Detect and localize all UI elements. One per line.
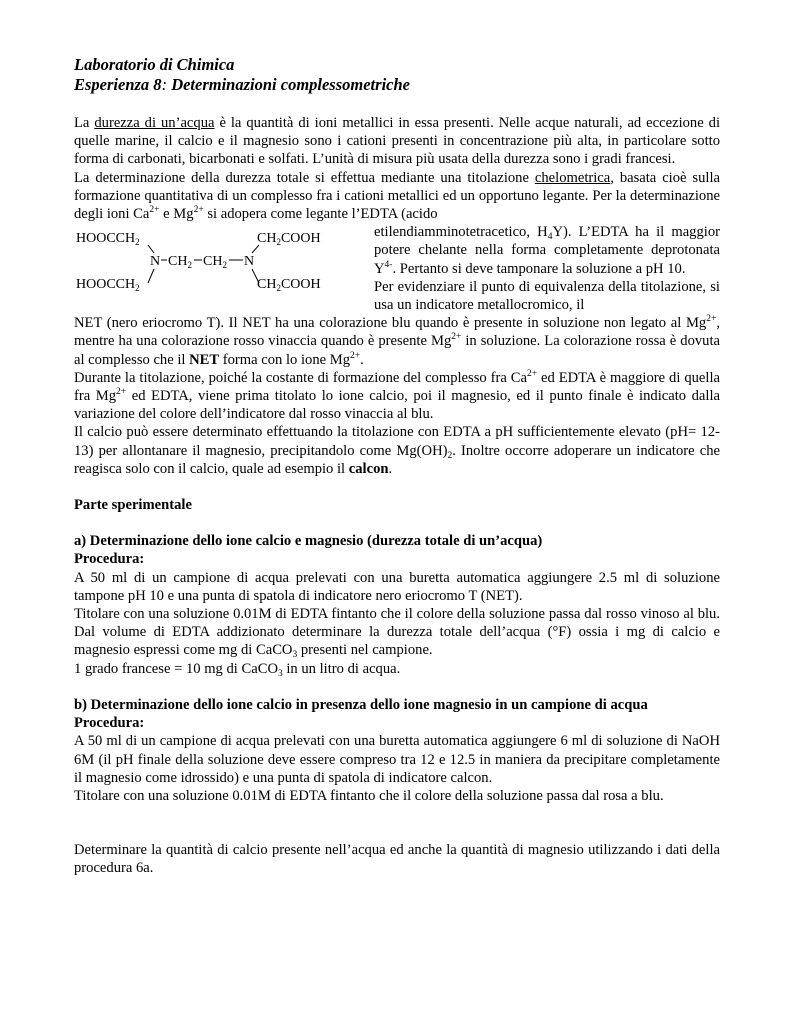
section-a-definition: 1 grado francese = 10 mg di CaCO$_3$ in un litro di acqua. — [74, 660, 401, 679]
title-experiment-number: Esperienza 8 — [74, 75, 162, 94]
section-b-heading: b) Determinazione dello ione calcio in presenza dello ione magnesio in un campione di acqua — [74, 696, 648, 713]
section-b-procedure-label: Procedura: — [74, 715, 145, 732]
bond-right-bottom — [252, 269, 259, 283]
formula-hoocch2-top: $HOOCCH_2$ — [76, 231, 140, 248]
intro-paragraph-3: NET (nero eriocromo T). Il NET ha una colorazione blu quando è presente in soluzione non legato al $Mg^{2+}$, mentre ha una colorazione rosso vinaccia quando è presente $Mg^{2+}$ in soluzione. La colorazione rossa è dovuta al complesso che il NET forma con lo ione $Mg^{2+}$. — [74, 314, 720, 368]
formula-ch2cooh-top: $CH_2COOH$ — [257, 231, 321, 248]
intro-paragraph-5: Il calcio può essere determinato effettuando la titolazione con EDTA a pH sufficientemente elevato (pH= 12-13) per allontanare il magnesio, precipitandolo come $Mg(OH)_2$. Inoltre occorre adoperare un indicatore che reagisca solo con il calcio, quale ad esempio il calcon. — [74, 424, 720, 477]
bond-right-top — [252, 245, 259, 253]
title-experiment-name: Determinazioni complessometriche — [167, 75, 410, 94]
formula-ch2cooh-bottom: $CH_2COOH$ — [257, 277, 321, 294]
document-page — [74, 55, 720, 878]
intro-paragraph-1: La durezza di un’acqua è la quantità di ioni metallici in essa presenti. Nelle acque naturali, ad eccezione di quelle marine, il calcio e il magnesio sono i cationi presenti in concentrazione più alta, in particolare sotto forma di carbonati, bicarbonati e solfati. L’unità di misura più usata della durezza sono i gradi francesi. — [74, 115, 721, 168]
term-durezza: durezza di un’acqua — [94, 115, 215, 131]
introduction — [74, 114, 720, 878]
section-a-heading: a) Determinazione dello ione calcio e magnesio (durezza totale di un’acqua) — [74, 533, 543, 550]
section-a-step-2: Titolare con una soluzione 0.01M di EDTA fintanto che il colore della soluzione passa dal rosso vinoso al blu. Dal volume di EDTA addizionato determinare la durezza totale dell’acqua (°F) ossia i mg di calcio e magnesio espressi come mg di CaCO$_3$ presenti nel campione. — [74, 606, 720, 661]
section-a-procedure-label: Procedura: — [74, 551, 145, 568]
intro-paragraph-4: Durante la titolazione, poiché la costante di formazione del complesso fra $Ca^{2+}$ ed EDTA è maggiore di quella fra $Mg^{2+}$ ed EDTA, viene prima titolato lo ione calcio, poi il magnesio, ed il punto finale è indicato dalla variazione del colore dell’indicatore dal rosso vinaccia al blu. — [74, 368, 720, 423]
formula-hoocch2-bottom: $HOOCCH_2$ — [76, 277, 140, 294]
final-instruction: Determinare la quantità di calcio presente nell’acqua ed anche la quantità di magnesio utilizzando i dati della procedura 6a. — [74, 842, 720, 877]
term-chelometrica: chelometrica — [534, 169, 611, 186]
edta-structural-formula — [74, 223, 374, 311]
formula-ch2-bridge-2: $CH_2$ — [203, 254, 227, 271]
bond-left-top — [148, 245, 154, 253]
formula-side-text: etilendiamminotetracetico, $H_4Y$). L’EDTA ha il maggior potere chelante nella forma completamente deprotonata $Y^{4-}$. Pertanto si deve tamponare la soluzione a pH 10. Per evidenziare il punto di equivalenza della titolazione, si usa un indicatore metallocromico, il — [374, 224, 720, 314]
title-line-1: Laboratorio di Chimica — [74, 55, 235, 74]
intro-paragraph-2: La determinazione della durezza totale si effettua mediante una titolazione chelometrica, basata cioè sulla formazione quantitativa di un complesso fra i cationi metallici ed un opportuno legante. Per la determinazione degli ioni $Ca^{2+}$ e $Mg^{2+}$ si adopera come legante l’EDTA (acido — [74, 169, 720, 223]
formula-nitrogen-left: N — [150, 254, 161, 270]
section-b-step-1: A 50 ml di un campione di acqua prelevati con una buretta automatica aggiungere 6 ml di soluzione di NaOH 6M (il pH finale della soluzione deve essere compreso tra 12 e 12.5 in maniera da precipitare completamente il magnesio come idrossido) e una punta di spatola di indicatore calcon. — [74, 733, 720, 786]
formula-nitrogen-right: N — [244, 254, 255, 270]
formula-ch2-bridge-1: $CH_2$ — [168, 254, 192, 271]
experimental-heading: Parte sperimentale — [74, 497, 192, 514]
formula-block — [74, 223, 720, 314]
section-a-step-1: A 50 ml di un campione di acqua prelevati con una buretta automatica aggiungere 2.5 ml di soluzione tampone pH 10 e una punta di spatola di indicatore nero eriocromo T (NET). — [74, 569, 720, 604]
title-separator: : — [161, 75, 168, 94]
section-b-step-2: Titolare con una soluzione 0.01M di EDTA fintanto che il colore della soluzione passa dal rosa a blu. — [74, 787, 664, 804]
document-title — [74, 55, 720, 95]
bond-left-bottom — [148, 269, 154, 283]
